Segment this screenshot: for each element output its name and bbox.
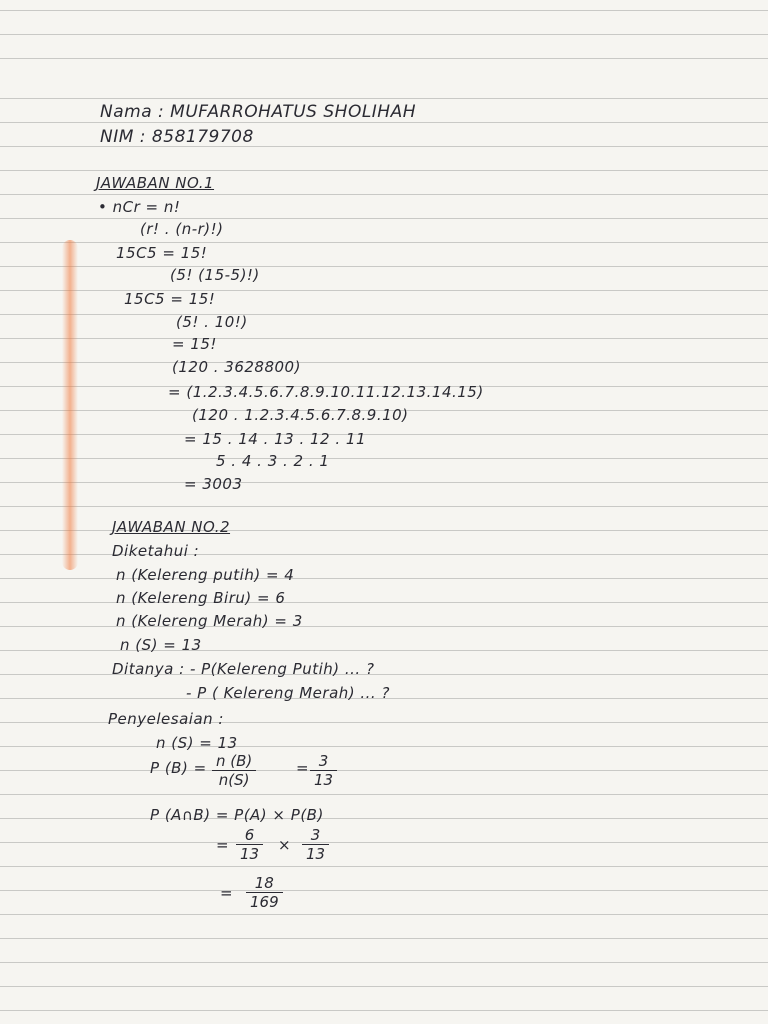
formula-line: = 3003 [184, 475, 243, 493]
fraction-1-numerator: 6 [236, 826, 263, 845]
section-title-1: JAWABAN NO.1 [96, 174, 215, 192]
fraction-2 [302, 826, 329, 863]
times-sign: × [278, 836, 292, 854]
pab-line: P (A∩B) = P(A) × P(B) [150, 806, 324, 824]
fraction-1 [236, 826, 263, 863]
formula-line: (r! . (n-r)!) [140, 220, 224, 238]
formula-line: = 15 . 14 . 13 . 12 . 11 [184, 430, 366, 448]
diketahui-label: Diketahui : [112, 542, 200, 560]
result-denominator: 169 [250, 893, 279, 911]
pb-fraction [212, 752, 256, 789]
formula-line: 15C5 = 15! [124, 290, 216, 308]
formula-line: 15C5 = 15! [116, 244, 208, 262]
ditanya-line-2: - P ( Kelereng Merah) ... ? [186, 684, 390, 702]
pb-denominator: n(S) [218, 771, 250, 789]
paper-stain [62, 240, 78, 570]
fact-line: n (S) = 13 [120, 636, 202, 654]
pb-equals: = [296, 759, 310, 777]
fact-line: n (Kelereng putih) = 4 [116, 566, 295, 584]
formula-line: (120 . 3628800) [172, 358, 301, 376]
formula-line: (5! (15-5)!) [170, 266, 260, 284]
ditanya-line: Ditanya : - P(Kelereng Putih) ... ? [112, 660, 375, 678]
pb-value-fraction [310, 752, 337, 789]
equals-2: = [220, 884, 234, 902]
penyelesaian-label: Penyelesaian : [108, 710, 224, 728]
pb-value-numerator: 3 [310, 752, 337, 771]
formula-line: = (1.2.3.4.5.6.7.8.9.10.11.12.13.14.15) [168, 383, 484, 401]
equals-1: = [216, 836, 230, 854]
name-line: Nama : MUFARROHATUS SHOLIHAH [100, 102, 417, 122]
section-title-2: JAWABAN NO.2 [112, 518, 231, 536]
pb-lhs: P (B) = [150, 759, 207, 777]
formula-line: = 15! [172, 335, 217, 353]
formula-line: • nCr = n! [98, 198, 181, 216]
fact-line: n (Kelereng Biru) = 6 [116, 589, 286, 607]
fraction-2-numerator: 3 [302, 826, 329, 845]
pb-value-denominator: 13 [314, 771, 334, 789]
fraction-2-denominator: 13 [306, 845, 326, 863]
result-numerator: 18 [246, 874, 283, 893]
fact-line: n (Kelereng Merah) = 3 [116, 612, 303, 630]
formula-line: (5! . 10!) [176, 313, 248, 331]
result-fraction [246, 874, 283, 911]
solution-line: n (S) = 13 [156, 734, 238, 752]
formula-line: 5 . 4 . 3 . 2 . 1 [216, 452, 330, 470]
nim-line: NIM : 858179708 [100, 127, 254, 147]
fraction-1-denominator: 13 [240, 845, 260, 863]
pb-numerator: n (B) [212, 752, 256, 771]
formula-line: (120 . 1.2.3.4.5.6.7.8.9.10) [192, 406, 409, 424]
